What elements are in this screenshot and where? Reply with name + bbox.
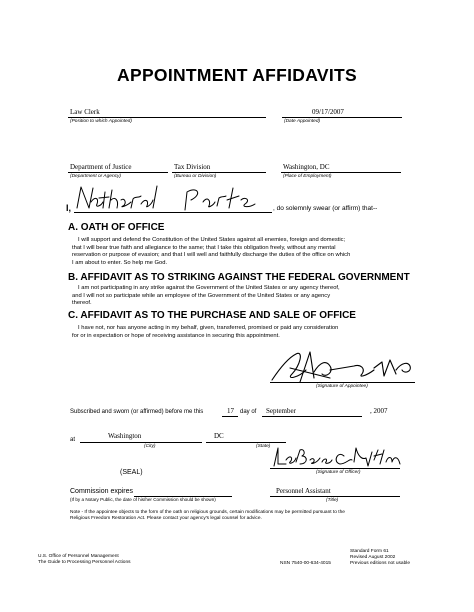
oath-name-line bbox=[74, 212, 272, 213]
oath-prefix: I, bbox=[66, 203, 72, 213]
city-caption: (City) bbox=[144, 444, 156, 449]
section-a-heading: A. OATH OF OFFICE bbox=[68, 222, 165, 233]
sworn-prefix: Subscribed and sworn (or affirmed) before me this bbox=[70, 409, 204, 415]
officer-signature bbox=[270, 446, 410, 470]
bureau-line bbox=[172, 172, 266, 173]
handwritten-name-signature bbox=[75, 184, 265, 214]
department-value: Department of Justice bbox=[70, 163, 132, 171]
date-line bbox=[282, 117, 402, 118]
revised-date: Revised August 2002 bbox=[350, 555, 396, 561]
oath-suffix: , do solemnly swear (or affirm) that-- bbox=[273, 205, 378, 212]
section-c-text: I have not, nor has anyone acting in my behalf, given, transferred, promised or paid any consideration for or in expectation or hope of receiving assistance in securing this appointment. bbox=[72, 325, 339, 339]
previous-editions: Previous editions not usable bbox=[350, 561, 410, 567]
department-caption: (Department or Agency) bbox=[70, 174, 122, 179]
state-line bbox=[206, 442, 286, 443]
section-c-heading: C. AFFIDAVIT AS TO THE PURCHASE AND SALE OF OFFICE bbox=[68, 310, 356, 321]
sworn-month-line bbox=[262, 416, 362, 417]
footer-nsn: NSN 7540-00-634-4015 bbox=[280, 561, 331, 566]
title-value: Personnel Assistant bbox=[276, 487, 331, 495]
commission-note: (If by a Notary Public, the date of his/her Commission should be shown) bbox=[70, 497, 216, 502]
place-line bbox=[281, 172, 401, 173]
commission-label: Commission expires bbox=[70, 488, 134, 495]
at-label: at bbox=[70, 437, 76, 443]
form-title: APPOINTMENT AFFIDAVITS bbox=[117, 65, 357, 85]
place-caption: (Place of Employment) bbox=[283, 174, 332, 179]
position-value: Law Clerk bbox=[70, 108, 100, 116]
appointee-signature bbox=[270, 348, 420, 386]
religious-note: Note - If the appointee objects to the form of the oath on religious grounds, certain modifications may be permitted pursuant to the Religious Freedom Restoration Act. Please contact your agency's legal counsel for advice. bbox=[70, 510, 345, 522]
section-b-heading: B. AFFIDAVIT AS TO STRIKING AGAINST THE FEDERAL GOVERNMENT bbox=[68, 272, 410, 283]
officer-signature-line bbox=[270, 468, 400, 469]
seal-label: (SEAL) bbox=[120, 469, 143, 476]
sworn-year-value: , 2007 bbox=[370, 407, 388, 415]
officer-caption: (Signature of Officer) bbox=[316, 470, 361, 475]
sworn-month-value: September bbox=[266, 407, 296, 415]
date-caption: (Date Appointed) bbox=[284, 119, 321, 124]
section-a-text: I will support and defend the Constitution of the United States against all enemies, foreign and domestic; that I will bear true faith and allegiance to the same; that I take this obligation freely, without any mental reservation or purpose of evasion; and that I will well and faithfully discharge the duties of the office on which I am about to enter. So help me God. bbox=[72, 237, 351, 266]
state-caption: (State) bbox=[256, 444, 271, 449]
position-caption: (Position to which Appointed) bbox=[70, 119, 132, 124]
state-value: DC bbox=[214, 432, 224, 440]
title-line bbox=[270, 496, 400, 497]
form-number: Standard Form 61 bbox=[350, 549, 389, 554]
bureau-value: Tax Division bbox=[174, 163, 211, 171]
footer-left: U.S. Office of Personnel Management The Guide to Processing Personnel Actions bbox=[38, 554, 131, 566]
title-caption: (Title) bbox=[326, 498, 339, 503]
footer-right bbox=[350, 549, 410, 568]
section-b-text: I am not participating in any strike against the Government of the United States or any agency thereof, and I will not so participate while an employee of the Government of the United States or any agency thereof. bbox=[72, 285, 340, 307]
appointee-signature-caption: (Signature of Appointee) bbox=[316, 384, 368, 389]
sworn-day-label: day of bbox=[240, 409, 257, 415]
department-line bbox=[68, 172, 168, 173]
appointee-signature-line bbox=[270, 382, 415, 383]
city-line bbox=[80, 442, 202, 443]
position-line bbox=[68, 117, 266, 118]
bureau-caption: (Bureau or Division) bbox=[174, 174, 217, 179]
date-value: 09/17/2007 bbox=[312, 108, 344, 116]
sworn-day-value: 17 bbox=[227, 407, 234, 415]
city-value: Washington bbox=[108, 432, 142, 440]
place-value: Washington, DC bbox=[283, 163, 330, 171]
sworn-day-line bbox=[222, 416, 238, 417]
